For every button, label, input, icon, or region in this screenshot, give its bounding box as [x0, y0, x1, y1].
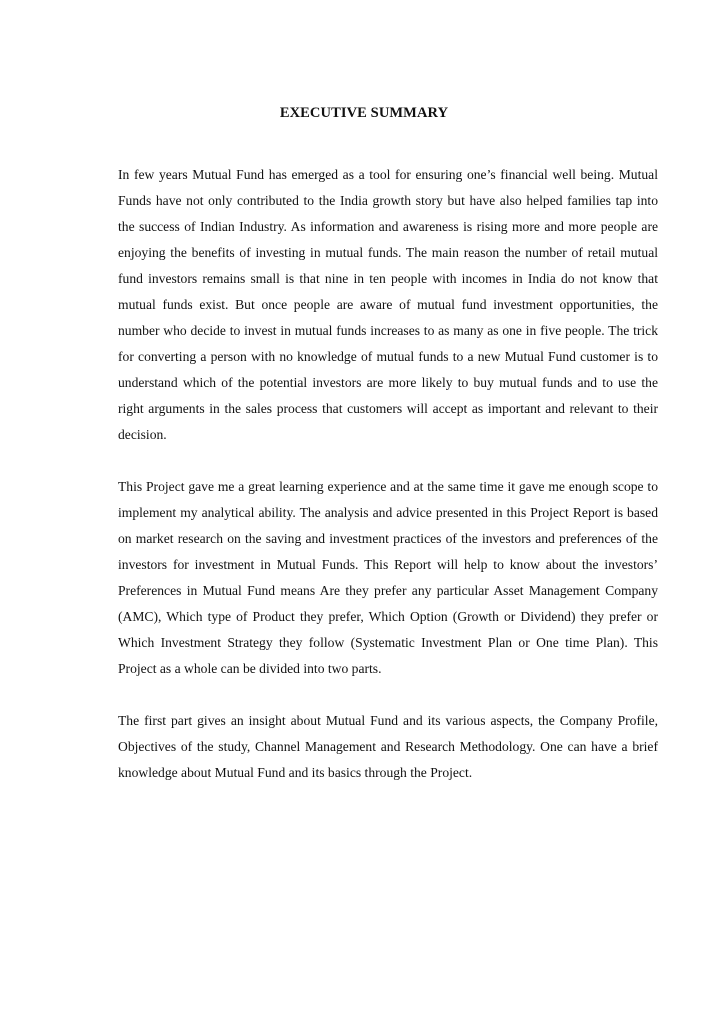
- paragraph-1: In few years Mutual Fund has emerged as a tool for ensuring one’s financial well being. Mutual Funds have not only contributed to the India growth story but have also helped families tap into the success of Indian Industry. As information and awareness is rising more and more people are enjoying the benefits of investing in mutual funds. The main reason the number of retail mutual fund investors remains small is that nine in ten people with incomes in India do not know that mutual funds exist. But once people are aware of mutual fund investment opportunities, the number who decide to invest in mutual funds increases to as many as one in five people. The trick for converting a person with no knowledge of mutual funds to a new Mutual Fund customer is to understand which of the potential investors are more likely to buy mutual funds and to use the right arguments in the sales process that customers will accept as important and relevant to their decision.: [118, 167, 658, 442]
- page-title: EXECUTIVE SUMMARY: [279, 105, 449, 121]
- paragraph-3: The first part gives an insight about Mutual Fund and its various aspects, the Company Profile, Objectives of the study, Channel Management and Research Methodology. One can have a brief knowledge about Mutual Fund and its basics through the Project.: [118, 713, 658, 780]
- paragraph-2: This Project gave me a great learning experience and at the same time it gave me enough scope to implement my analytical ability. The analysis and advice presented in this Project Report is based on market research on the saving and investment practices of the investors and preferences of the investors for investment in Mutual Funds. This Report will help to know about the investors’ Preferences in Mutual Fund means Are they prefer any particular Asset Management Company (AMC), Which type of Product they prefer, Which Option (Growth or Dividend) they prefer or Which Investment Strategy they follow (Systematic Investment Plan or One time Plan). This Project as a whole can be divided into two parts.: [118, 479, 658, 676]
- document-body: [118, 162, 658, 786]
